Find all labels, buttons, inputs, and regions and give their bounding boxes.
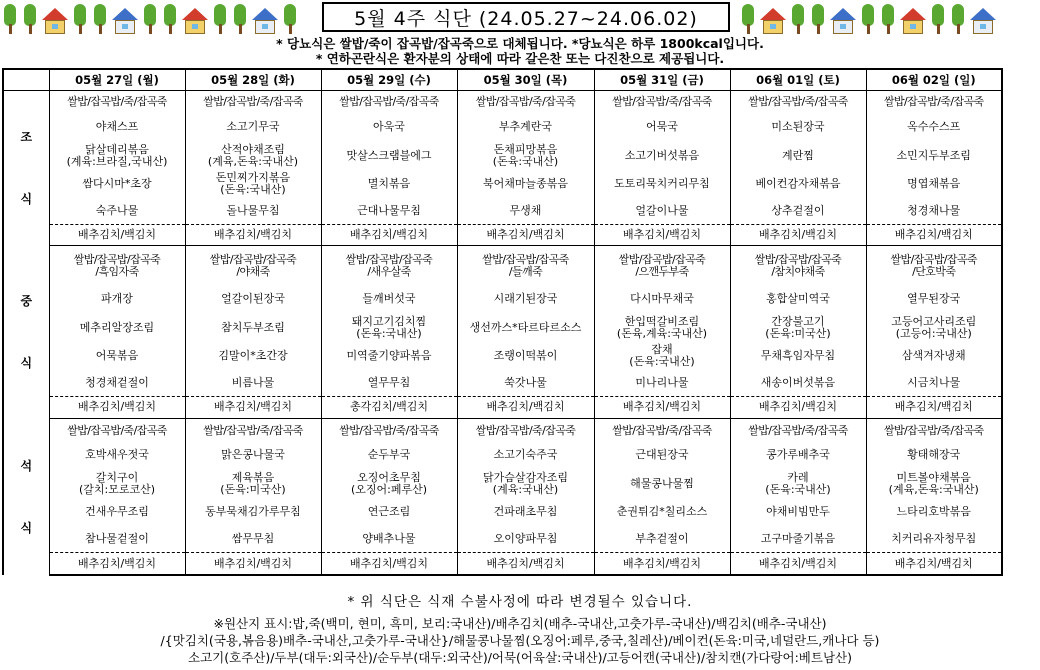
menu-cell: 배추김치/백김치 (49, 553, 185, 575)
menu-cell: 야채스프 (49, 114, 185, 141)
menu-cell: 카레 (돈육:국내산) (730, 469, 866, 499)
meal-label-top: 중 (20, 294, 33, 309)
tree-icon (2, 4, 18, 34)
lunch-row (3, 396, 1002, 418)
menu-cell: 계란찜 (730, 141, 866, 171)
menu-table (2, 68, 1003, 576)
tree-icon (92, 4, 108, 34)
tree-icon (22, 4, 38, 34)
menu-cell: 쌀밥/잡곡밥/잡곡죽 /참치야채죽 (730, 246, 866, 286)
lunch-row (3, 246, 1002, 286)
menu-cell: 배추김치/백김치 (594, 396, 730, 418)
menu-cell: 쌈무무침 (185, 526, 321, 553)
menu-cell: 배추김치/백김치 (185, 553, 321, 575)
menu-cell: 근대나물무침 (321, 198, 457, 225)
menu-cell: 쌀밥/잡곡밥/죽/잡곡죽 (866, 419, 1002, 442)
menu-cell: 배추김치/백김치 (457, 553, 594, 575)
menu-cell: 소민지두부조림 (866, 141, 1002, 171)
menu-cell: 청경채나물 (866, 198, 1002, 225)
menu-cell: 배추김치/백김치 (730, 396, 866, 418)
menu-cell: 쌀밥/잡곡밥/잡곡죽 /흑임자죽 (49, 246, 185, 286)
house-icon (900, 8, 926, 34)
day-header-row (3, 69, 1002, 91)
decoration-left (2, 0, 298, 34)
tree-icon (282, 4, 298, 34)
menu-cell: 배추김치/백김치 (49, 224, 185, 245)
menu-cell: 배추김치/백김치 (594, 553, 730, 575)
menu-cell: 쌀밥/잡곡밥/죽/잡곡죽 (321, 419, 457, 442)
tree-icon (860, 4, 876, 34)
menu-cell: 황태해장국 (866, 442, 1002, 469)
menu-cell: 맛살스크램블에그 (321, 141, 457, 171)
menu-cell: 근대된장국 (594, 442, 730, 469)
meal-label-top: 조 (20, 130, 33, 145)
menu-cell: 미트볼야채볶음 (계육,돈육:국내산) (866, 469, 1002, 499)
menu-cell: 제육볶음 (돈육:미국산) (185, 469, 321, 499)
meal-label-bottom: 식 (20, 520, 33, 535)
menu-cell: 소고기숙주국 (457, 442, 594, 469)
menu-cell: 잡채 (돈육:국내산) (594, 343, 730, 370)
menu-cell: 호박새우젓국 (49, 442, 185, 469)
menu-cell: 오징어초무침 (오징어:페루산) (321, 469, 457, 499)
menu-cell: 콩가루배추국 (730, 442, 866, 469)
menu-cell: 배추김치/백김치 (457, 224, 594, 245)
menu-cell: 한입떡갈비조림 (돈육,계육:국내산) (594, 313, 730, 343)
menu-cell: 치커리유자청무침 (866, 526, 1002, 553)
menu-cell: 얼갈이된장국 (185, 286, 321, 313)
menu-cell: 배추김치/백김치 (730, 553, 866, 575)
menu-cell: 느타리호박볶음 (866, 499, 1002, 526)
dinner-row (3, 526, 1002, 553)
menu-cell: 아욱국 (321, 114, 457, 141)
lunch-row (3, 286, 1002, 313)
menu-cell: 쌀밥/잡곡밥/죽/잡곡죽 (594, 91, 730, 114)
menu-cell: 미소된장국 (730, 114, 866, 141)
dinner-row (3, 469, 1002, 499)
menu-cell: 야채비빔만두 (730, 499, 866, 526)
breakfast-row (3, 91, 1002, 114)
day-header: 06월 01일 (토) (730, 69, 866, 91)
menu-cell: 부추계란국 (457, 114, 594, 141)
menu-cell: 쌀밥/잡곡밥/죽/잡곡죽 (457, 419, 594, 442)
menu-cell: 돈채피망볶음 (돈육:국내산) (457, 141, 594, 171)
house-icon (182, 8, 208, 34)
menu-cell: 고등어고사리조림 (고등어:국내산) (866, 313, 1002, 343)
tree-icon (810, 4, 826, 34)
tree-icon (740, 4, 756, 34)
breakfast-row (3, 114, 1002, 141)
menu-cell: 시래기된장국 (457, 286, 594, 313)
menu-cell: 새송이버섯볶음 (730, 370, 866, 397)
menu-cell: 홍합살미역국 (730, 286, 866, 313)
tree-icon (142, 4, 158, 34)
breakfast-row (3, 171, 1002, 198)
menu-cell: 갈치구이 (갈치:모로코산) (49, 469, 185, 499)
tree-icon (162, 4, 178, 34)
menu-cell: 쌀밥/잡곡밥/죽/잡곡죽 (185, 419, 321, 442)
menu-cell: 쌀밥/잡곡밥/잡곡죽 /새우살죽 (321, 246, 457, 286)
decoration-right (740, 0, 996, 34)
menu-cell: 쌀밥/잡곡밥/죽/잡곡죽 (49, 91, 185, 114)
menu-cell: 쌀밥/잡곡밥/죽/잡곡죽 (49, 419, 185, 442)
menu-cell: 춘권튀김*칠리소스 (594, 499, 730, 526)
menu-cell: 배추김치/백김치 (321, 224, 457, 245)
menu-cell: 쌀밥/잡곡밥/죽/잡곡죽 (457, 91, 594, 114)
menu-cell: 어묵국 (594, 114, 730, 141)
menu-cell: 총각김치/백김치 (321, 396, 457, 418)
page-title: 5월 4주 식단 (24.05.27~24.06.02) (322, 2, 730, 32)
day-header: 05월 27일 (월) (49, 69, 185, 91)
menu-cell: 배추김치/백김치 (730, 224, 866, 245)
change-notice: * 위 식단은 식재 수불사정에 따라 변경될수 있습니다. (347, 594, 693, 610)
menu-cell: 어묵볶음 (49, 343, 185, 370)
house-icon (830, 8, 856, 34)
day-header: 05월 30일 (목) (457, 69, 594, 91)
menu-cell: 다시마무채국 (594, 286, 730, 313)
dinner-row (3, 499, 1002, 526)
header-corner (3, 69, 49, 91)
menu-cell: 쌀밥/잡곡밥/죽/잡곡죽 (594, 419, 730, 442)
breakfast-label (3, 91, 49, 246)
menu-cell: 참나물겉절이 (49, 526, 185, 553)
dinner-row (3, 419, 1002, 442)
menu-cell: 미역줄기양파볶음 (321, 343, 457, 370)
dinner-row (3, 553, 1002, 575)
menu-cell: 소고기무국 (185, 114, 321, 141)
menu-cell: 배추김치/백김치 (866, 224, 1002, 245)
menu-cell: 쌀밥/잡곡밥/죽/잡곡죽 (866, 91, 1002, 114)
menu-cell: 해물콩나물찜 (594, 469, 730, 499)
menu-cell: 무채흑임자무침 (730, 343, 866, 370)
menu-cell: 부추겉절이 (594, 526, 730, 553)
menu-cell: 도토리묵치커리무침 (594, 171, 730, 198)
lunch-row (3, 343, 1002, 370)
day-header: 05월 29일 (수) (321, 69, 457, 91)
menu-cell: 얼갈이나물 (594, 198, 730, 225)
menu-cell: 돼지고기김치찜 (돈육:국내산) (321, 313, 457, 343)
origin-line: 소고기(호주산)/두부(대두:외국산)/순두부(대두:외국산)/어묵(어육살:국내산)/고등어캔(국내산)/참치캔(가다랑어:베트남산) (188, 650, 852, 665)
breakfast-row (3, 141, 1002, 171)
menu-cell: 연근조림 (321, 499, 457, 526)
menu-cell: 배추김치/백김치 (185, 224, 321, 245)
tree-icon (72, 4, 88, 34)
menu-cell: 열무무침 (321, 370, 457, 397)
menu-cell: 조랭이떡볶이 (457, 343, 594, 370)
menu-cell: 김말이*초간장 (185, 343, 321, 370)
menu-cell: 베이컨감자채볶음 (730, 171, 866, 198)
meal-label-top: 석 (20, 458, 33, 473)
menu-cell: 상추겉절이 (730, 198, 866, 225)
menu-cell: 무생채 (457, 198, 594, 225)
tree-icon (930, 4, 946, 34)
menu-cell: 고구마줄기볶음 (730, 526, 866, 553)
menu-cell: 닭살데리볶음 (계육:브라질,국내산) (49, 141, 185, 171)
menu-cell: 삼색겨자냉채 (866, 343, 1002, 370)
menu-cell: 배추김치/백김치 (185, 396, 321, 418)
house-icon (760, 8, 786, 34)
house-icon (112, 8, 138, 34)
menu-cell: 쌀밥/잡곡밥/잡곡죽 /들깨죽 (457, 246, 594, 286)
menu-cell: 북어채마늘종볶음 (457, 171, 594, 198)
header-banner (0, 0, 1040, 34)
menu-cell: 배추김치/백김치 (49, 396, 185, 418)
menu-cell: 산적야채조림 (계육,돈육:국내산) (185, 141, 321, 171)
menu-cell: 쌀밥/잡곡밥/죽/잡곡죽 (730, 419, 866, 442)
lunch-row (3, 370, 1002, 397)
origin-line: ※원산지 표시:밥,죽(백미, 현미, 흑미, 보리:국내산)/배추김치(배추-국내산,고춧가루-국내산)/백김치(배추-국내산) (213, 616, 827, 631)
breakfast-row (3, 224, 1002, 245)
breakfast-row (3, 198, 1002, 225)
dinner-row (3, 442, 1002, 469)
day-header: 05월 31일 (금) (594, 69, 730, 91)
tree-icon (232, 4, 248, 34)
menu-cell: 미나리나물 (594, 370, 730, 397)
menu-cell: 건새우무조림 (49, 499, 185, 526)
menu-cell: 참치두부조림 (185, 313, 321, 343)
day-header: 06월 02일 (일) (866, 69, 1002, 91)
dinner-label (3, 419, 49, 575)
menu-cell: 돌나물무침 (185, 198, 321, 225)
menu-cell: 배추김치/백김치 (594, 224, 730, 245)
house-icon (970, 8, 996, 34)
menu-cell: 쌀밥/잡곡밥/잡곡죽 /으깬두부죽 (594, 246, 730, 286)
menu-cell: 소고기버섯볶음 (594, 141, 730, 171)
tree-icon (790, 4, 806, 34)
menu-cell: 순두부국 (321, 442, 457, 469)
menu-cell: 옥수수스프 (866, 114, 1002, 141)
meal-label-bottom: 식 (20, 356, 33, 371)
menu-cell: 생선까스*타르타르소스 (457, 313, 594, 343)
menu-cell: 쌀밥/잡곡밥/죽/잡곡죽 (185, 91, 321, 114)
menu-cell: 쌀밥/잡곡밥/죽/잡곡죽 (321, 91, 457, 114)
menu-cell: 파개장 (49, 286, 185, 313)
menu-cell: 쌈다시마*초장 (49, 171, 185, 198)
menu-cell: 쌀밥/잡곡밥/죽/잡곡죽 (730, 91, 866, 114)
meal-label-bottom: 식 (20, 192, 33, 207)
menu-cell: 배추김치/백김치 (457, 396, 594, 418)
menu-cell: 들깨버섯국 (321, 286, 457, 313)
menu-cell: 배추김치/백김치 (321, 553, 457, 575)
lunch-row (3, 313, 1002, 343)
menu-cell: 쌀밥/잡곡밥/잡곡죽 /단호박죽 (866, 246, 1002, 286)
menu-cell: 닭가슴살감자조림 (계육:국내산) (457, 469, 594, 499)
menu-cell: 오이양파무침 (457, 526, 594, 553)
menu-cell: 건파래초무침 (457, 499, 594, 526)
menu-body (3, 91, 1002, 576)
menu-cell: 양배추나물 (321, 526, 457, 553)
day-header: 05월 28일 (화) (185, 69, 321, 91)
tree-icon (950, 4, 966, 34)
lunch-label (3, 246, 49, 419)
menu-cell: 돈민찌가지볶음 (돈육:국내산) (185, 171, 321, 198)
menu-cell: 간장불고기 (돈육:미국산) (730, 313, 866, 343)
menu-cell: 멸치볶음 (321, 171, 457, 198)
menu-cell: 동부묵채김가루무침 (185, 499, 321, 526)
tree-icon (212, 4, 228, 34)
menu-cell: 맑은콩나물국 (185, 442, 321, 469)
menu-cell: 열무된장국 (866, 286, 1002, 313)
menu-cell: 청경채겉절이 (49, 370, 185, 397)
menu-cell: 시금치나물 (866, 370, 1002, 397)
menu-cell: 명엽채볶음 (866, 171, 1002, 198)
origin-line: /{맛김치(국용,볶음용)배추-국내산,고춧가루-국내산}/해물콩나물찜(오징어:페루,중국,칠레산)/베이컨(돈육:미국,네덜란드,캐나다 등) (160, 633, 880, 648)
menu-cell: 쑥갓나물 (457, 370, 594, 397)
tree-icon (880, 4, 896, 34)
notice-dysphagia: * 연하곤란식은 환자분의 상태에 따라 갈은찬 또는 다진찬으로 제공됩니다. (315, 51, 725, 66)
menu-cell: 숙주나물 (49, 198, 185, 225)
house-icon (252, 8, 278, 34)
house-icon (42, 8, 68, 34)
notice-diabetic: * 당뇨식은 쌀밥/죽이 잡곡밥/잡곡죽으로 대체됩니다. *당뇨식은 하루 1800kcal입니다. (276, 36, 764, 51)
menu-cell: 쌀밥/잡곡밥/잡곡죽 /야채죽 (185, 246, 321, 286)
menu-cell: 배추김치/백김치 (866, 553, 1002, 575)
menu-cell: 메추리알장조림 (49, 313, 185, 343)
menu-cell: 비름나물 (185, 370, 321, 397)
menu-cell: 배추김치/백김치 (866, 396, 1002, 418)
